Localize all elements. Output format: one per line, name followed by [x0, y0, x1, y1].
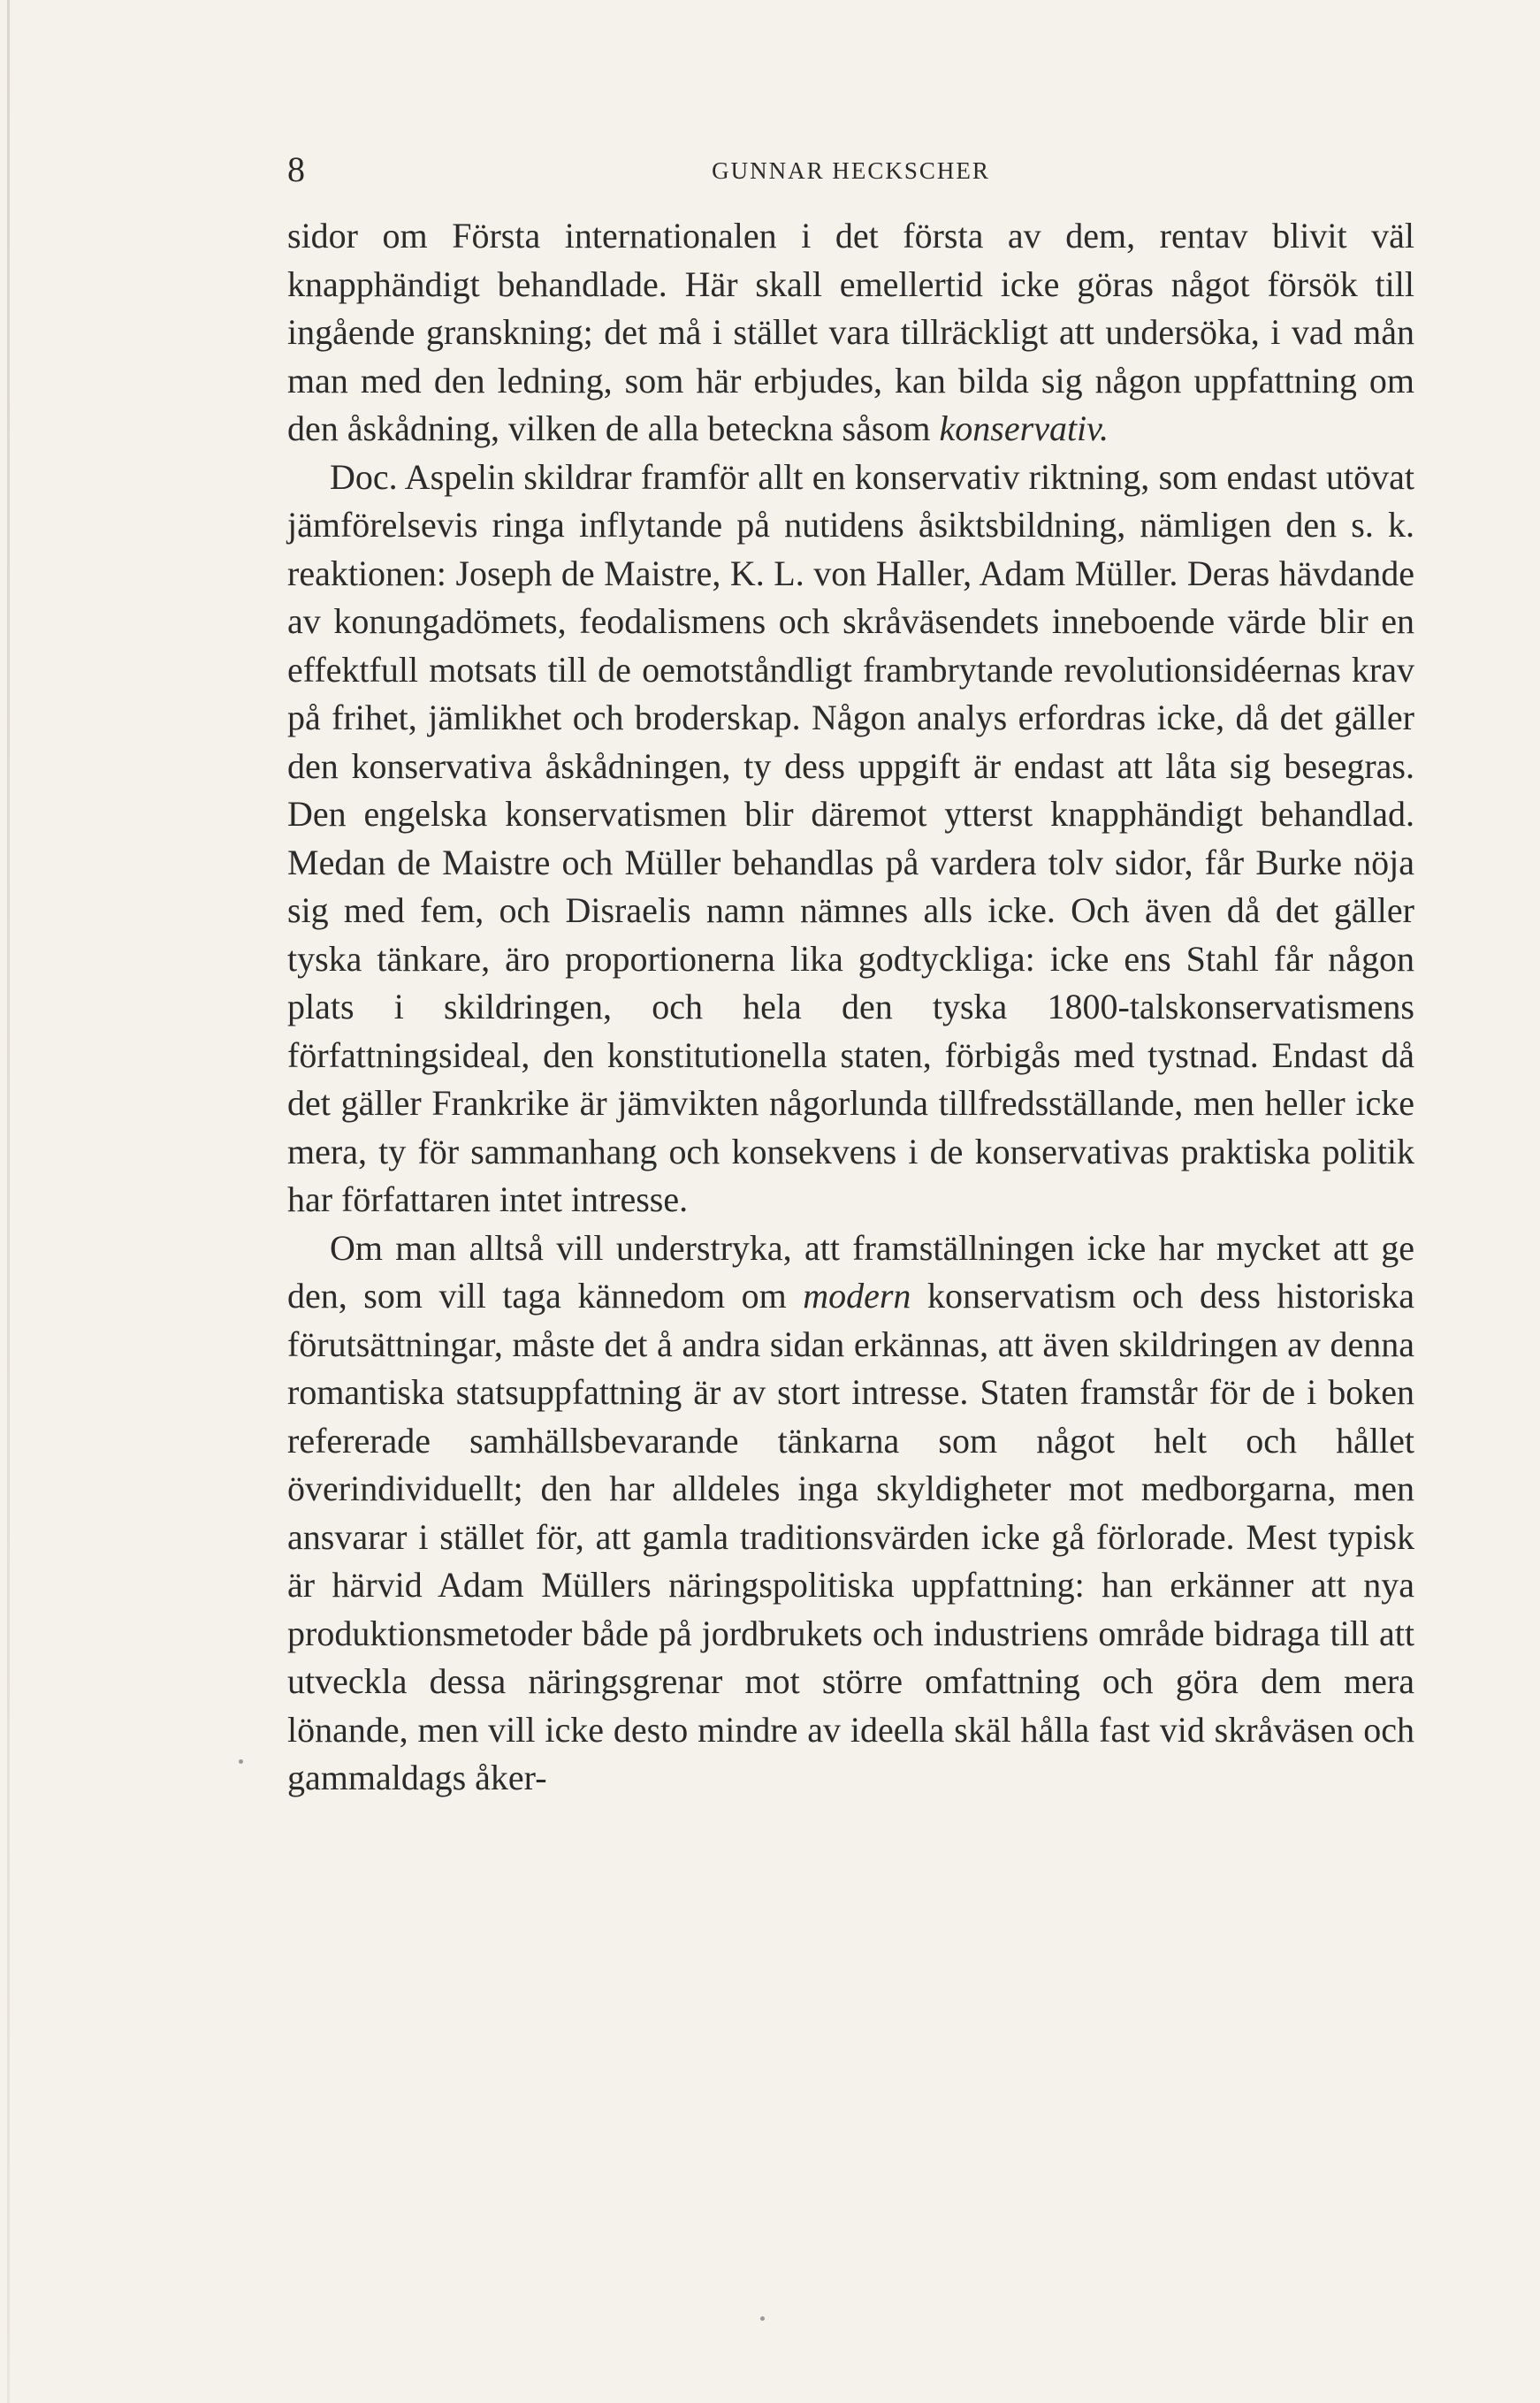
page-number: 8 — [287, 149, 305, 189]
paragraph-3-italic-modern: modern — [803, 1276, 911, 1316]
paragraph-1-text: sidor om Första internationalen i det första av dem, rentav blivit väl knapphändigt behandlade. Här skall emellertid icke göras något försök till ingående granskning; det må i stället vara tillräckligt att undersöka, i vad mån man med den ledning, som här erbjudes, kan bilda sig någon uppfattning om den åskådning, vilken de alla beteckna såsom — [287, 216, 1414, 448]
body-text — [287, 212, 1414, 1803]
paragraph-3-text-a: Om man alltså vill understryka, att framställningen icke har mycket att ge den, som vill taga kännedom om — [287, 1227, 1414, 1316]
paragraph-3 — [287, 1224, 1414, 1803]
paragraph-1 — [287, 212, 1414, 454]
page-header — [287, 149, 1414, 193]
paragraph-3-text-b: konservatism och dess historiska förutsättningar, måste det å andra sidan erkännas, att även skildringen av denna romantiska statsuppfattning är av stort intresse. Staten framstår för de i boken refererade samhällsbevarande tänkarna som något helt och hållet överindividuellt; den har alldeles inga skyldigheter mot medborgarna, men ansvarar i stället för, att gamla traditionsvärden icke gå förlorade. Mest typisk är härvid Adam Müllers näringspolitiska uppfattning: han erkänner att nya produktionsmetoder både på jordbrukets och industriens område bidraga till att utveckla dessa näringsgrenar mot större omfattning och göra dem mera lönande, men vill icke desto mindre av ideella skäl hålla fast vid skråväsen och gammaldags åker- — [287, 1276, 1414, 1797]
running-head: GUNNAR HECKSCHER — [712, 157, 990, 184]
paragraph-2-text: Doc. Aspelin skildrar framför allt en konservativ riktning, som endast utövat jämförelsevis ringa inflytande på nutidens åsiktsbildning, nämligen den s. k. reaktionen: Joseph de Maistre, K. L. von Haller, Adam Müller. Deras hävdande av konungadömets, feodalismens och skråväsendets inneboende värde blir en effektfull motsats till de oemotståndligt frambrytande revolutionsidéernas krav på frihet, jämlikhet och broderskap. Någon analys erfordras icke, då det gäller den konservativa åskådningen, ty dess uppgift är endast att låta sig besegras. Den engelska konservatismen blir däremot ytterst knapphändigt behandlad. Medan de Maistre och Müller behandlas på vardera tolv sidor, får Burke nöja sig med fem, och Disraelis namn nämnes alls icke. Och även då det gäller tyska tänkare, äro proportionerna lika godtyckliga: icke ens Stahl får någon plats i skildringen, och hela den tyska 1800-talskonservatismens författningsideal, den konstitutionella staten, förbigås med tystnad. Endast då det gäller Frankrike är jämvikten någorlunda tillfredsställande, men heller icke mera, ty för sammanhang och konsekvens i de konservativas praktiska politik har författaren intet intresse. — [287, 456, 1414, 1219]
paragraph-2 — [287, 454, 1414, 1224]
bottom-speck — [760, 2316, 765, 2321]
margin-speck — [239, 1759, 243, 1764]
paragraph-1-italic-konservativ: konservativ. — [939, 408, 1109, 448]
